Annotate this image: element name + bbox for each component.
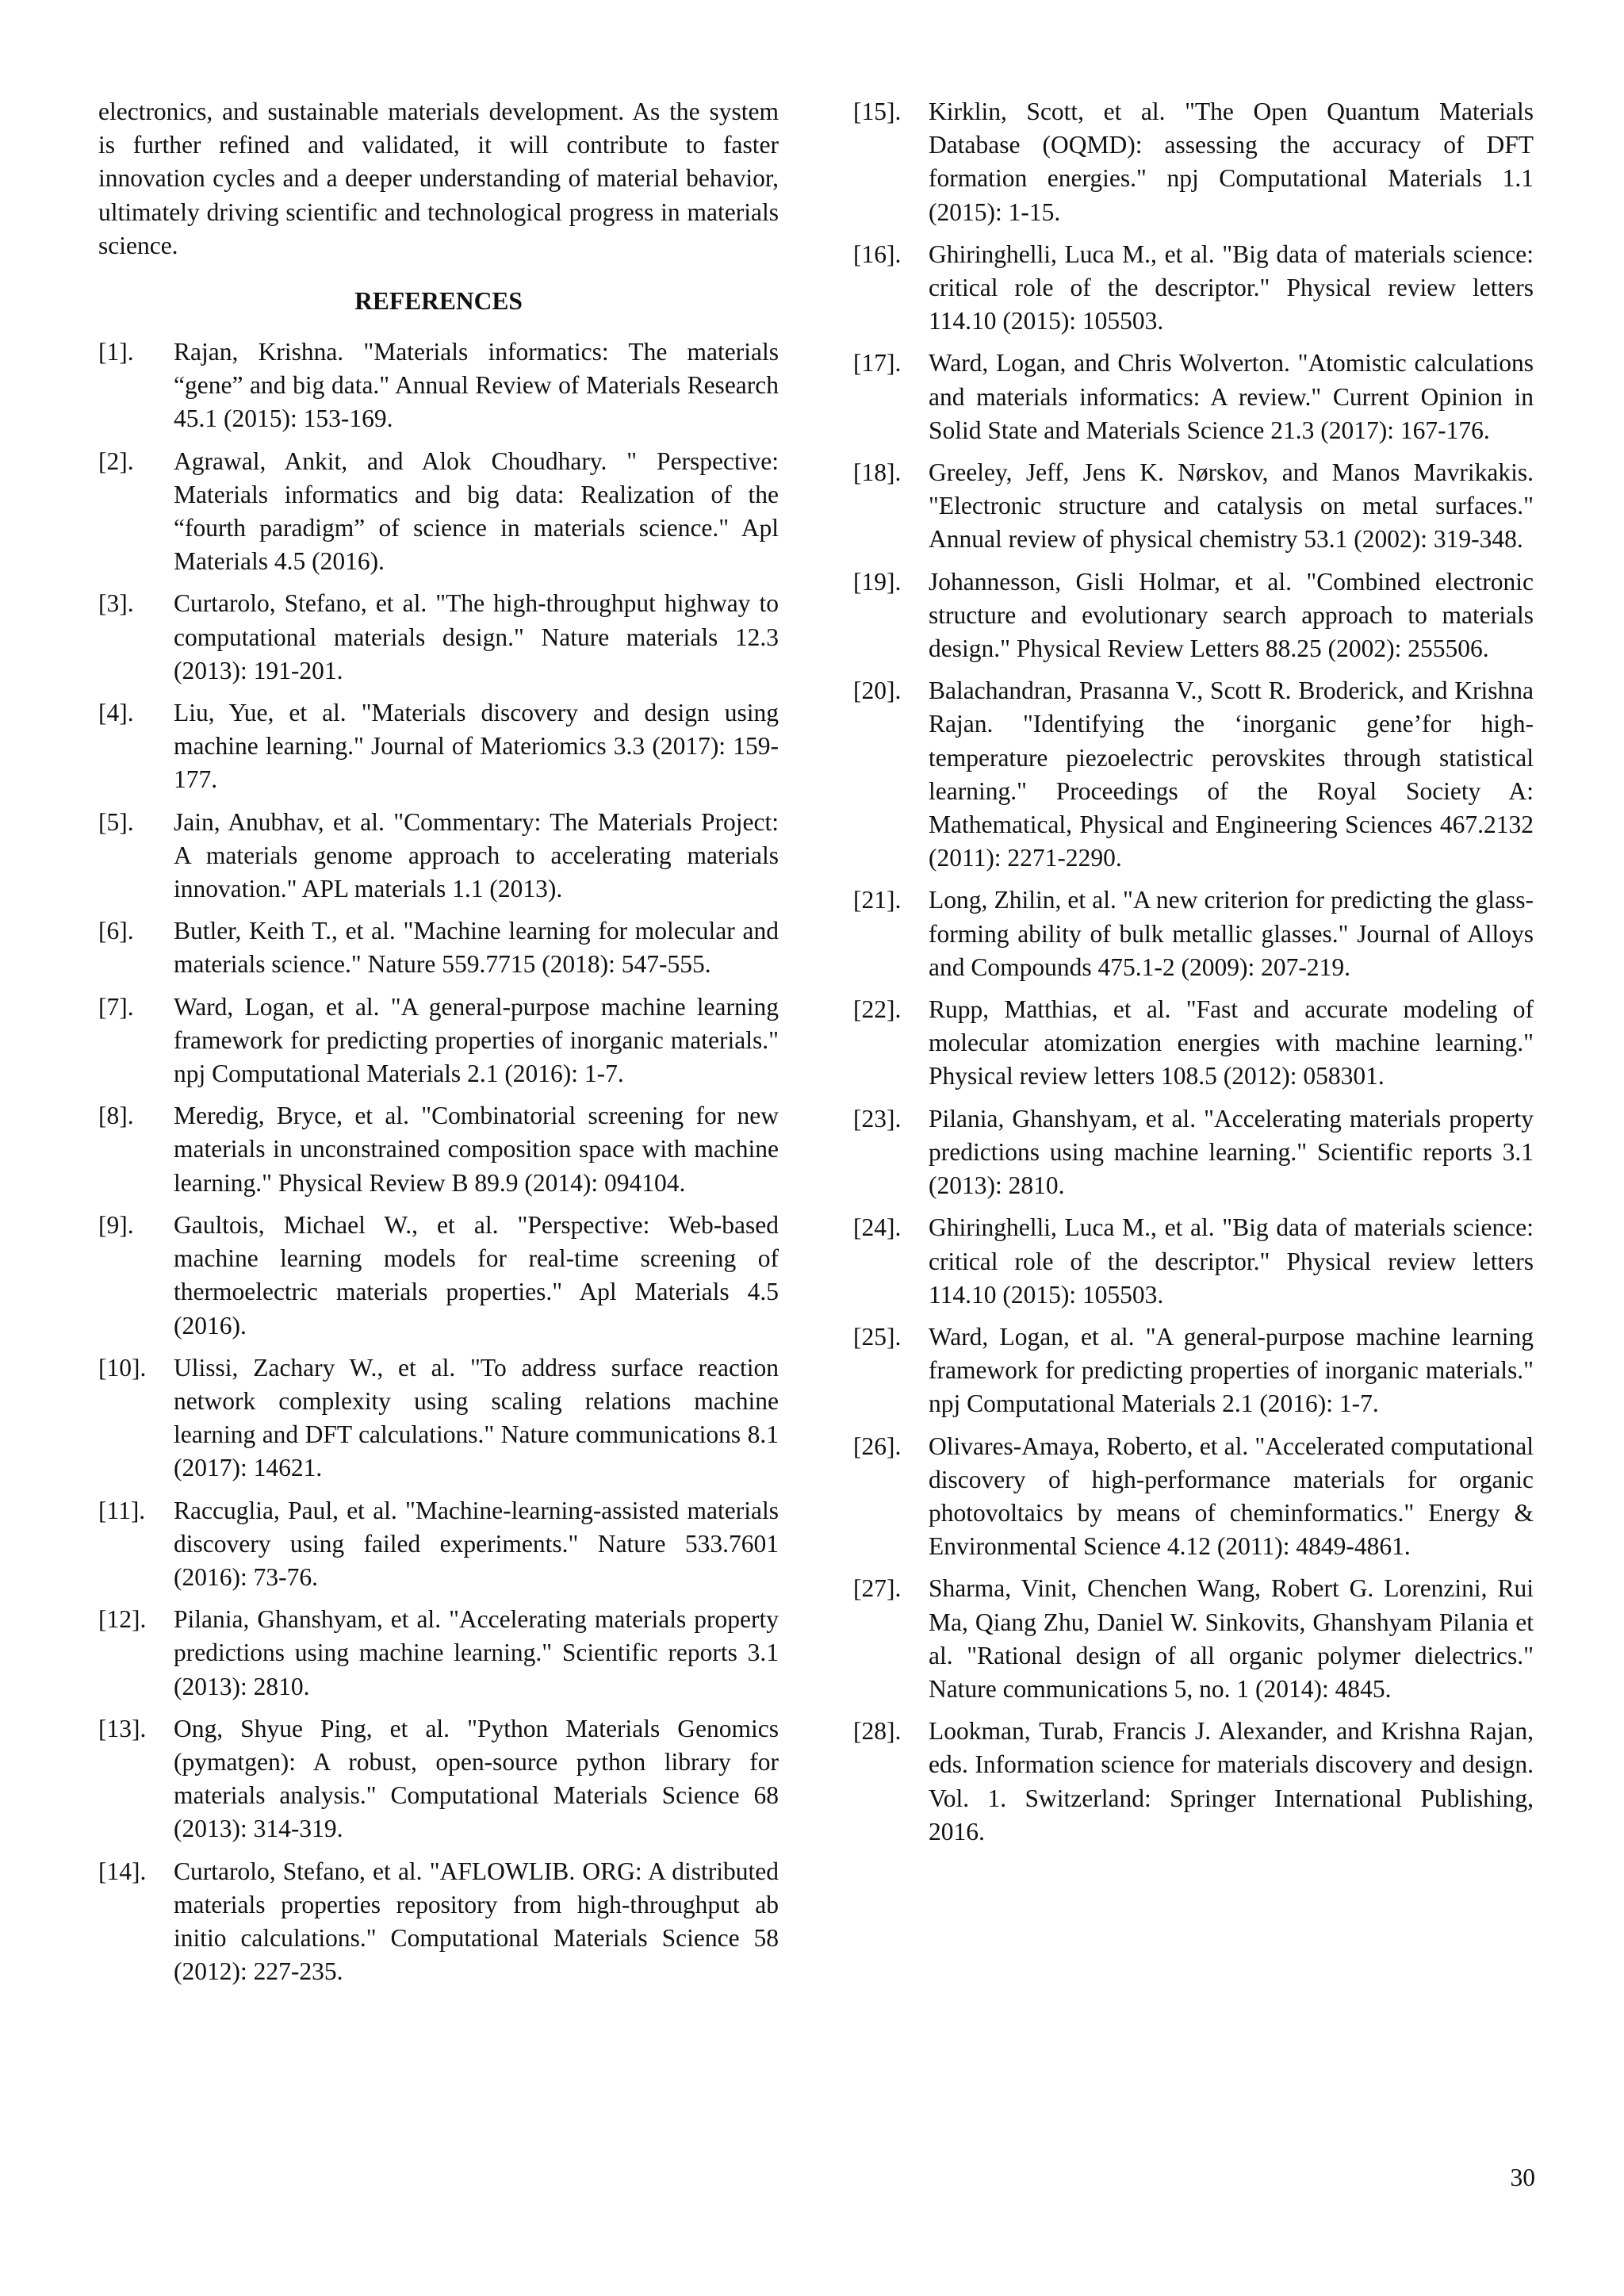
reference-text: Agrawal, Ankit, and Alok Choudhary. " Perspective: Materials informatics and big data: Realization of the “fourth paradigm” of science in materials science." Apl Materials 4.5 (2016).: [174, 447, 779, 576]
left-column: [98, 95, 779, 1997]
reference-item: [98, 445, 779, 579]
reference-text: Lookman, Turab, Francis J. Alexander, and Krishna Rajan, eds. Information science for materials discovery and design. Vol. 1. Switzerland: Springer International Publishing, 2016.: [929, 1717, 1534, 1846]
reference-number: [26].: [853, 1432, 902, 1460]
reference-text: Johannesson, Gisli Holmar, et al. "Combined electronic structure and evolutionary search approach to materials design." Physical Review Letters 88.25 (2002): 255506.: [929, 567, 1534, 663]
reference-number: [4].: [98, 699, 134, 727]
reference-text: Greeley, Jeff, Jens K. Nørskov, and Manos Mavrikakis. "Electronic structure and catalysis on metal surfaces." Annual review of physical chemistry 53.1 (2002): 319-348.: [929, 458, 1534, 554]
reference-number: [5].: [98, 807, 134, 836]
reference-item: [98, 1494, 779, 1595]
reference-number: [7].: [98, 992, 134, 1021]
reference-text: Rajan, Krishna. "Materials informatics: The materials “gene” and big data." Annual Review of Materials Research 45.1 (2015): 153-169.: [174, 338, 779, 433]
reference-item: [853, 674, 1534, 875]
reference-number: [28].: [853, 1717, 902, 1746]
reference-number: [25].: [853, 1322, 902, 1351]
reference-item: [853, 565, 1534, 666]
reference-item: [98, 806, 779, 907]
reference-text: Rupp, Matthias, et al. "Fast and accurate modeling of molecular atomization energies with machine learning." Physical review letters 108.5 (2012): 058301.: [929, 995, 1534, 1091]
reference-number: [17].: [853, 349, 902, 378]
reference-text: Ward, Logan, et al. "A general-purpose machine learning framework for predicting properties of inorganic materials." npj Computational Materials 2.1 (2016): 1-7.: [174, 992, 779, 1088]
reference-text: Ghiringhelli, Luca M., et al. "Big data of materials science: critical role of the descriptor." Physical review letters 114.10 (2015): 105503.: [929, 240, 1534, 335]
reference-number: [11].: [98, 1496, 146, 1524]
intro-paragraph: electronics, and sustainable materials development. As the system is further refined and validated, it will contribute to faster innovation cycles and a deeper understanding of material behavior, ultimately driving scientific and technological progress in materials science.: [98, 98, 779, 259]
reference-text: Gaultois, Michael W., et al. "Perspective: Web-based machine learning models for real-time screening of thermoelectric materials properties." Apl Materials 4.5 (2016).: [174, 1210, 779, 1340]
reference-item: [853, 95, 1534, 229]
reference-item: [853, 993, 1534, 1094]
reference-text: Kirklin, Scott, et al. "The Open Quantum Materials Database (OQMD): assessing the accuracy of DFT formation energies." npj Computational Materials 1.1 (2015): 1-15.: [929, 98, 1534, 226]
reference-text: Ward, Logan, and Chris Wolverton. "Atomistic calculations and materials informatics: A review." Current Opinion in Solid State and Materials Science 21.3 (2017): 167-176.: [929, 349, 1534, 444]
reference-text: Jain, Anubhav, et al. "Commentary: The Materials Project: A materials genome approach to accelerating materials innovation." APL materials 1.1 (2013).: [174, 807, 779, 903]
reference-text: Pilania, Ghanshyam, et al. "Accelerating materials property predictions using machine learning." Scientific reports 3.1 (2013): 2810.: [929, 1104, 1534, 1200]
reference-text: Ong, Shyue Ping, et al. "Python Materials Genomics (pymatgen): A robust, open-source python library for materials analysis." Computational Materials Science 68 (2013): 314-319.: [174, 1714, 779, 1843]
reference-item: [853, 884, 1534, 984]
reference-item: [98, 914, 779, 981]
reference-number: [2].: [98, 447, 134, 475]
reference-number: [9].: [98, 1210, 134, 1239]
reference-item: [98, 1712, 779, 1846]
reference-text: Raccuglia, Paul, et al. "Machine-learning-assisted materials discovery using failed experiments." Nature 533.7601 (2016): 73-76.: [174, 1496, 779, 1591]
reference-item: [853, 347, 1534, 447]
reference-item: [98, 991, 779, 1091]
reference-text: Curtarolo, Stefano, et al. "AFLOWLIB. ORG: A distributed materials properties repository from high-throughput ab initio calculations." Computational Materials Science 58 (2012): 227-235.: [174, 1857, 779, 1986]
reference-item: [853, 1211, 1534, 1312]
reference-number: [8].: [98, 1102, 134, 1130]
reference-item: [98, 696, 779, 797]
reference-item: [853, 1102, 1534, 1203]
reference-list-right: [853, 95, 1534, 1849]
reference-item: [98, 1209, 779, 1343]
reference-item: [98, 1855, 779, 1989]
reference-item: [98, 1603, 779, 1704]
reference-list-left: [98, 335, 779, 1988]
reference-number: [10].: [98, 1353, 147, 1382]
reference-item: [853, 1320, 1534, 1421]
reference-number: [13].: [98, 1714, 147, 1742]
reference-number: [15].: [853, 98, 902, 125]
reference-number: [12].: [98, 1605, 147, 1634]
reference-number: [27].: [853, 1574, 902, 1603]
reference-text: Long, Zhilin, et al. "A new criterion for predicting the glass-forming ability of bulk metallic glasses." Journal of Alloys and Compounds 475.1-2 (2009): 207-219.: [929, 886, 1534, 981]
reference-text: Ward, Logan, et al. "A general-purpose machine learning framework for predicting properties of inorganic materials." npj Computational Materials 2.1 (2016): 1-7.: [929, 1322, 1534, 1418]
reference-number: [3].: [98, 589, 134, 618]
reference-item: [853, 238, 1534, 339]
reference-text: Sharma, Vinit, Chenchen Wang, Robert G. Lorenzini, Rui Ma, Qiang Zhu, Daniel W. Sinkovits, Ghanshyam Pilania et al. "Rational design of all organic polymer dielectrics." Nature communications 5, no. 1 (2014): 4845.: [929, 1574, 1534, 1703]
reference-text: Butler, Keith T., et al. "Machine learning for molecular and materials science." Nature 559.7715 (2018): 547-555.: [174, 917, 779, 979]
reference-number: [6].: [98, 917, 134, 945]
reference-item: [853, 456, 1534, 557]
reference-number: [19].: [853, 567, 902, 596]
reference-text: Ulissi, Zachary W., et al. "To address surface reaction network complexity using scaling relations machine learning and DFT calculations." Nature communications 8.1 (2017): 14621.: [174, 1353, 779, 1482]
reference-item: [853, 1715, 1534, 1849]
reference-number: [22].: [853, 995, 902, 1024]
reference-text: Olivares-Amaya, Roberto, et al. "Accelerated computational discovery of high-performance materials for organic photovoltaics by means of cheminformatics." Energy & Environmental Science 4.12 (2011): 4849-4861.: [929, 1432, 1534, 1561]
references-heading: REFERENCES: [354, 287, 523, 316]
reference-number: [14].: [98, 1857, 147, 1885]
reference-item: [98, 587, 779, 688]
reference-item: [98, 1099, 779, 1200]
reference-number: [16].: [853, 240, 902, 268]
reference-number: [1].: [98, 338, 134, 366]
reference-item: [853, 1572, 1534, 1706]
reference-number: [20].: [853, 677, 902, 705]
right-column: [853, 95, 1534, 1857]
reference-item: [98, 335, 779, 436]
reference-text: Liu, Yue, et al. "Materials discovery and design using machine learning." Journal of Materiomics 3.3 (2017): 159-177.: [174, 699, 779, 794]
reference-text: Curtarolo, Stefano, et al. "The high-throughput highway to computational materials design." Nature materials 12.3 (2013): 191-201.: [174, 589, 779, 684]
reference-number: [18].: [853, 458, 902, 487]
reference-text: Balachandran, Prasanna V., Scott R. Broderick, and Krishna Rajan. "Identifying the ‘inorganic gene’for high-temperature piezoelectric perovskites through statistical learning." Proceedings of the Royal Society A: Mathematical, Physical and Engineering Sciences 467.2132 (2011): 2271-2290.: [929, 677, 1534, 872]
reference-item: [853, 1430, 1534, 1564]
reference-text: Pilania, Ghanshyam, et al. "Accelerating materials property predictions using machine learning." Scientific reports 3.1 (2013): 2810.: [174, 1605, 779, 1700]
page-number: 30: [1510, 2164, 1535, 2191]
reference-text: Ghiringhelli, Luca M., et al. "Big data of materials science: critical role of the descriptor." Physical review letters 114.10 (2015): 105503.: [929, 1213, 1534, 1309]
reference-number: [23].: [853, 1104, 902, 1133]
reference-number: [21].: [853, 886, 902, 914]
reference-item: [98, 1351, 779, 1485]
reference-text: Meredig, Bryce, et al. "Combinatorial screening for new materials in unconstrained composition space with machine learning." Physical Review B 89.9 (2014): 094104.: [174, 1102, 779, 1197]
reference-number: [24].: [853, 1213, 902, 1242]
